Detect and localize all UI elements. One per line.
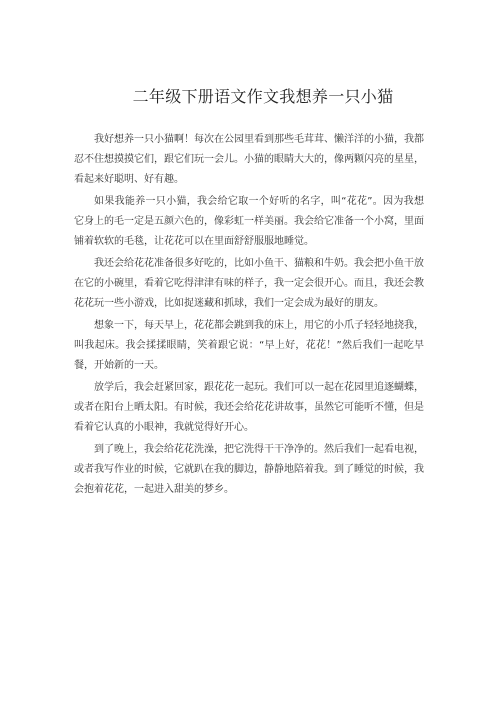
paragraph-2: 如果我能养一只小猫，我会给它取一个好听的名字，叫“花花”。因为我想它身上的毛一定是五颜六色的，像彩虹一样美丽。我会给它准备一个小窝，里面铺着软软的毛毯，让花花可以在里面舒舒服服地睡觉。 [74, 196, 424, 247]
document-title: 二年级下册语文作文我想养一只小猫 [132, 87, 394, 106]
paragraph-5: 放学后，我会赶紧回家，跟花花一起玩。我们可以一起在花园里追逐蝴蝶，或者在阳台上晒太阳。有时候，我还会给花花讲故事，虽然它可能听不懂，但是看着它认真的小眼神，我就觉得好开心。 [74, 382, 424, 433]
document-body [74, 130, 424, 500]
paragraph-1: 我好想养一只小猫啊！每次在公园里看到那些毛茸茸、懒洋洋的小猫，我都忍不住想摸摸它们，跟它们玩一会儿。小猫的眼睛大大的，像两颗闪亮的星星，看起来好聪明、好有趣。 [74, 134, 424, 185]
paragraph-3: 我还会给花花准备很多好吃的，比如小鱼干、猫粮和牛奶。我会把小鱼干放在它的小碗里，看着它吃得津津有味的样子，我一定会很开心。而且，我还会教花花玩一些小游戏，比如捉迷藏和抓球，我们一定会成为最好的朋友。 [74, 258, 424, 309]
paragraph-4: 想象一下，每天早上，花花都会跳到我的床上，用它的小爪子轻轻地挠我，叫我起床。我会揉揉眼睛，笑着跟它说：“早上好，花花！”然后我们一起吃早餐，开始新的一天。 [74, 320, 424, 371]
paragraph-6: 到了晚上，我会给花花洗澡，把它洗得干干净净的。然后我们一起看电视，或者我写作业的时候，它就趴在我的脚边，静静地陪着我。到了睡觉的时候，我会抱着花花，一起进入甜美的梦乡。 [74, 444, 424, 495]
